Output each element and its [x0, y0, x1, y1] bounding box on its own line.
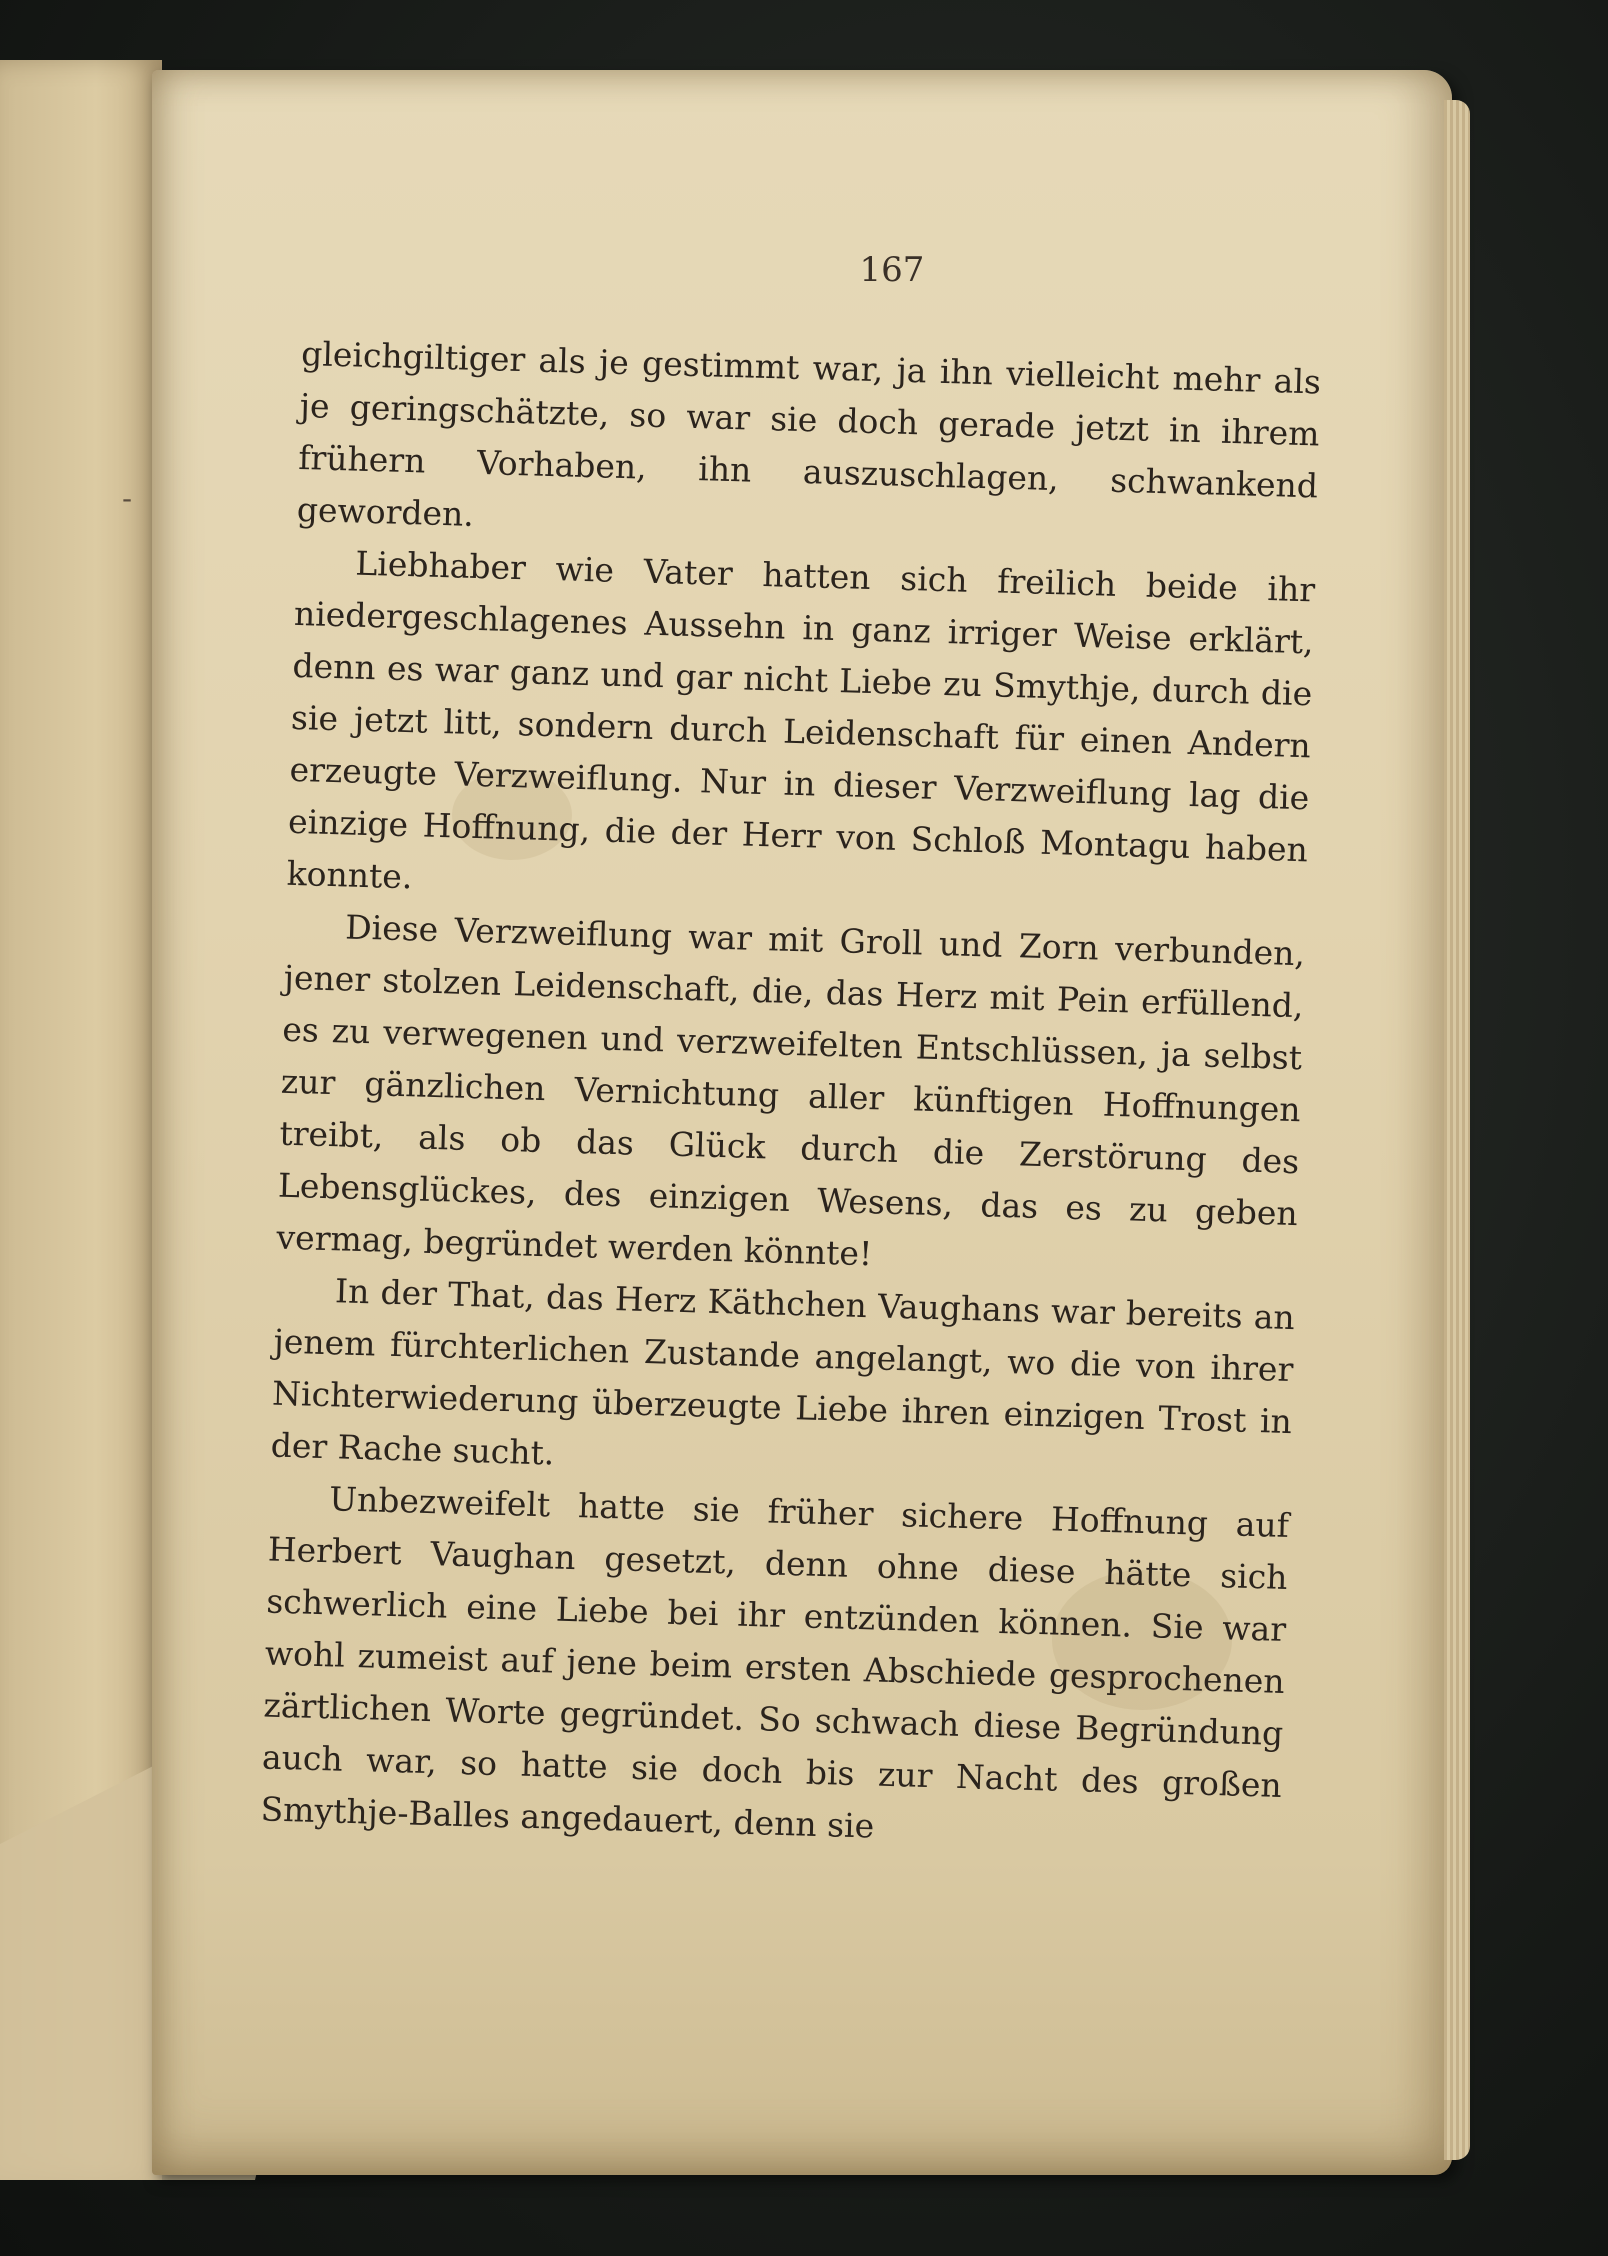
page-number: 167: [859, 250, 925, 290]
paragraph: Diese Verzweiflung war mit Groll und Zorn verbunden, jener stolzen Leidenschaft, die, das Herz mit Pein erfüllend, es zu verwegenen und verzweifelten Entschlüssen, ja selbst zur gänzlichen Vernichtung aller künftigen Hoffnungen treibt, als ob das Glück durch die Zerstörung des Lebensglückes, des einzigen Wesens, das es zu geben vermag, begründet werden könnte!: [276, 907, 1306, 1274]
book-page: [122, 70, 1452, 2175]
paragraph: Liebhaber wie Vater hatten sich freilich beide ihr niedergeschlagenes Aussehn in ganz irriger Weise erklärt, denn es war ganz und gar nicht Liebe zu Smythje, durch die sie jetzt litt, sondern durch Leidenschaft für einen Andern erzeugte Verzweiflung. Nur in dieser Verzweiflung lag die einzige Hoffnung, die der Herr von Schloß Montagu haben konnte.: [286, 543, 1316, 897]
open-book: [0, 60, 1480, 2190]
paragraph: In der That, das Herz Käthchen Vaughans war bereits an jenem fürchterlichen Zustande angelangt, wo die von ihrer Nichterwiederung überzeugte Liebe ihren einzigen Trost in der Rache sucht.: [270, 1271, 1296, 1473]
page-stack-edge: [1444, 100, 1470, 2160]
margin-mark: -: [122, 482, 133, 515]
body-text: [260, 328, 1322, 1864]
paragraph: Unbezweifelt hatte sie früher sichere Hoffnung auf Herbert Vaughan gesetzt, denn ohne diese hätte sich schwerlich eine Liebe bei ihr entzünden können. Sie war wohl zumeist auf jene beim ersten Abschiede gesprochenen zärtlichen Worte gegründet. So schwach diese Begründung auch war, so hatte sie doch bis zur Nacht des großen Smythje-Balles angedauert, denn sie: [260, 1479, 1290, 1846]
paragraph: gleichgiltiger als je gestimmt war, ja ihn vielleicht mehr als je geringschätzte, so war sie doch gerade jetzt in ihrem frühern Vorhaben, ihn auszuschlagen, schwankend geworden.: [296, 333, 1322, 534]
